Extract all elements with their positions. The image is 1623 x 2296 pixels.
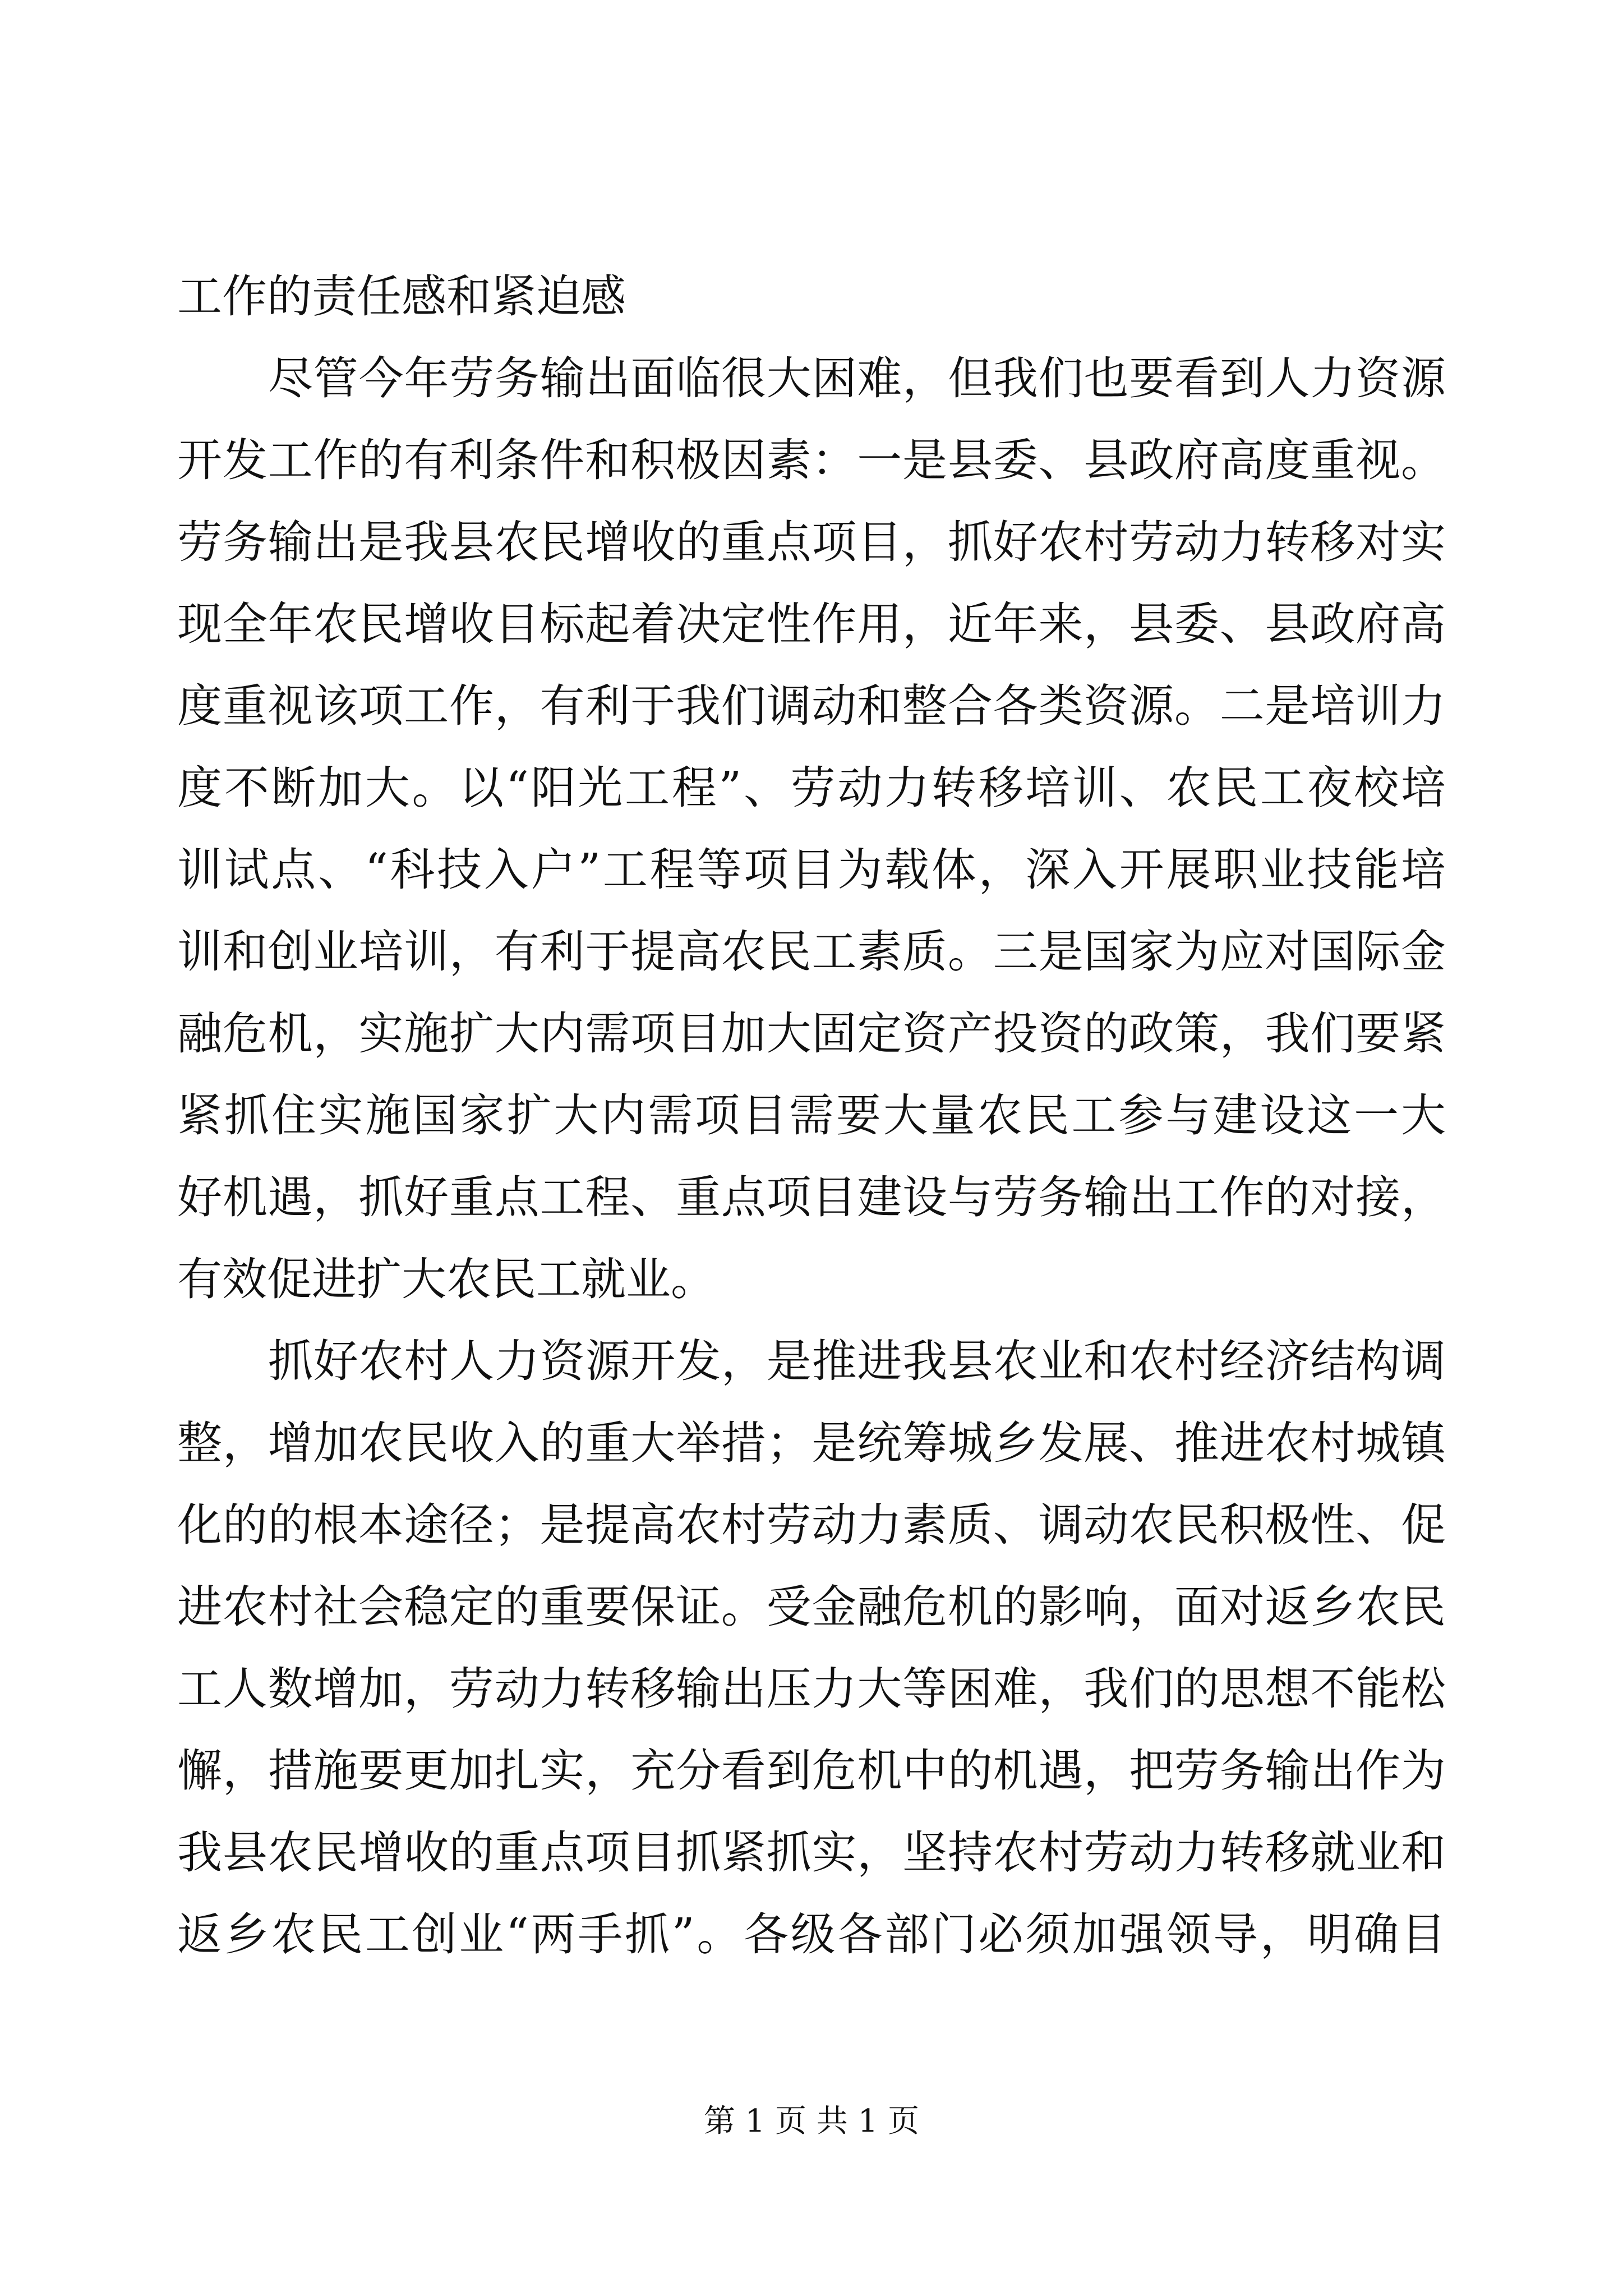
paragraph-1-line: 融危机，实施扩大内需项目加大固定资产投资的政策，我们要紧 [177, 1007, 1446, 1060]
paragraph-1-line: 开发工作的有利条件和积极因素：一是县委、县政府高度重视。 [177, 434, 1446, 486]
paragraph-2-line: 抓好农村人力资源开发，是推进我县农业和农村经济结构调 [268, 1335, 1446, 1387]
paragraph-2-line: 返乡农民工创业“两手抓”。各级各部门必须加强领导，明确目 [177, 1908, 1446, 1961]
paragraph-1-line: 现全年农民增收目标起着决定性作用，近年来，县委、县政府高 [177, 598, 1446, 650]
paragraph-1-line: 劳务输出是我县农民增收的重点项目，抓好农村劳动力转移对实 [177, 516, 1446, 568]
paragraph-1-line: 度不断加大。以“阳光工程”、劳动力转移培训、农民工夜校培 [177, 762, 1446, 814]
document-body [177, 256, 1446, 1976]
paragraph-1-line: 好机遇，抓好重点工程、重点项目建设与劳务输出工作的对接， [177, 1171, 1446, 1223]
page-footer: 第 1 页 共 1 页 [703, 2103, 920, 2139]
paragraph-2-line: 整，增加农民收入的重大举措；是统筹城乡发展、推进农村城镇 [177, 1417, 1446, 1469]
paragraph-1-line: 尽管今年劳务输出面临很大困难，但我们也要看到人力资源 [268, 352, 1446, 404]
paragraph-1-line: 训试点、“科技入户”工程等项目为载体，深入开展职业技能培 [177, 844, 1446, 896]
paragraph-2-line: 懈，措施要更加扎实，充分看到危机中的机遇，把劳务输出作为 [177, 1745, 1446, 1797]
paragraph-2-line: 我县农民增收的重点项目抓紧抓实，坚持农村劳动力转移就业和 [177, 1826, 1446, 1879]
paragraph-2-line: 进农村社会稳定的重要保证。受金融危机的影响，面对返乡农民 [177, 1581, 1446, 1633]
paragraph-1-line: 紧抓住实施国家扩大内需项目需要大量农民工参与建设这一大 [177, 1089, 1446, 1142]
paragraph-1-last-line: 有效促进扩大农民工就业。 [177, 1253, 716, 1305]
text-line-heading-tail: 工作的责任感和紧迫感 [177, 270, 626, 323]
paragraph-2-line: 工人数增加，劳动力转移输出压力大等困难，我们的思想不能松 [177, 1663, 1446, 1715]
paragraph-2-line: 化的的根本途径；是提高农村劳动力素质、调动农民积极性、促 [177, 1499, 1446, 1551]
paragraph-1-line: 训和创业培训，有利于提高农民工素质。三是国家为应对国际金 [177, 926, 1446, 978]
paragraph-1-line: 度重视该项工作，有利于我们调动和整合各类资源。二是培训力 [177, 680, 1446, 732]
